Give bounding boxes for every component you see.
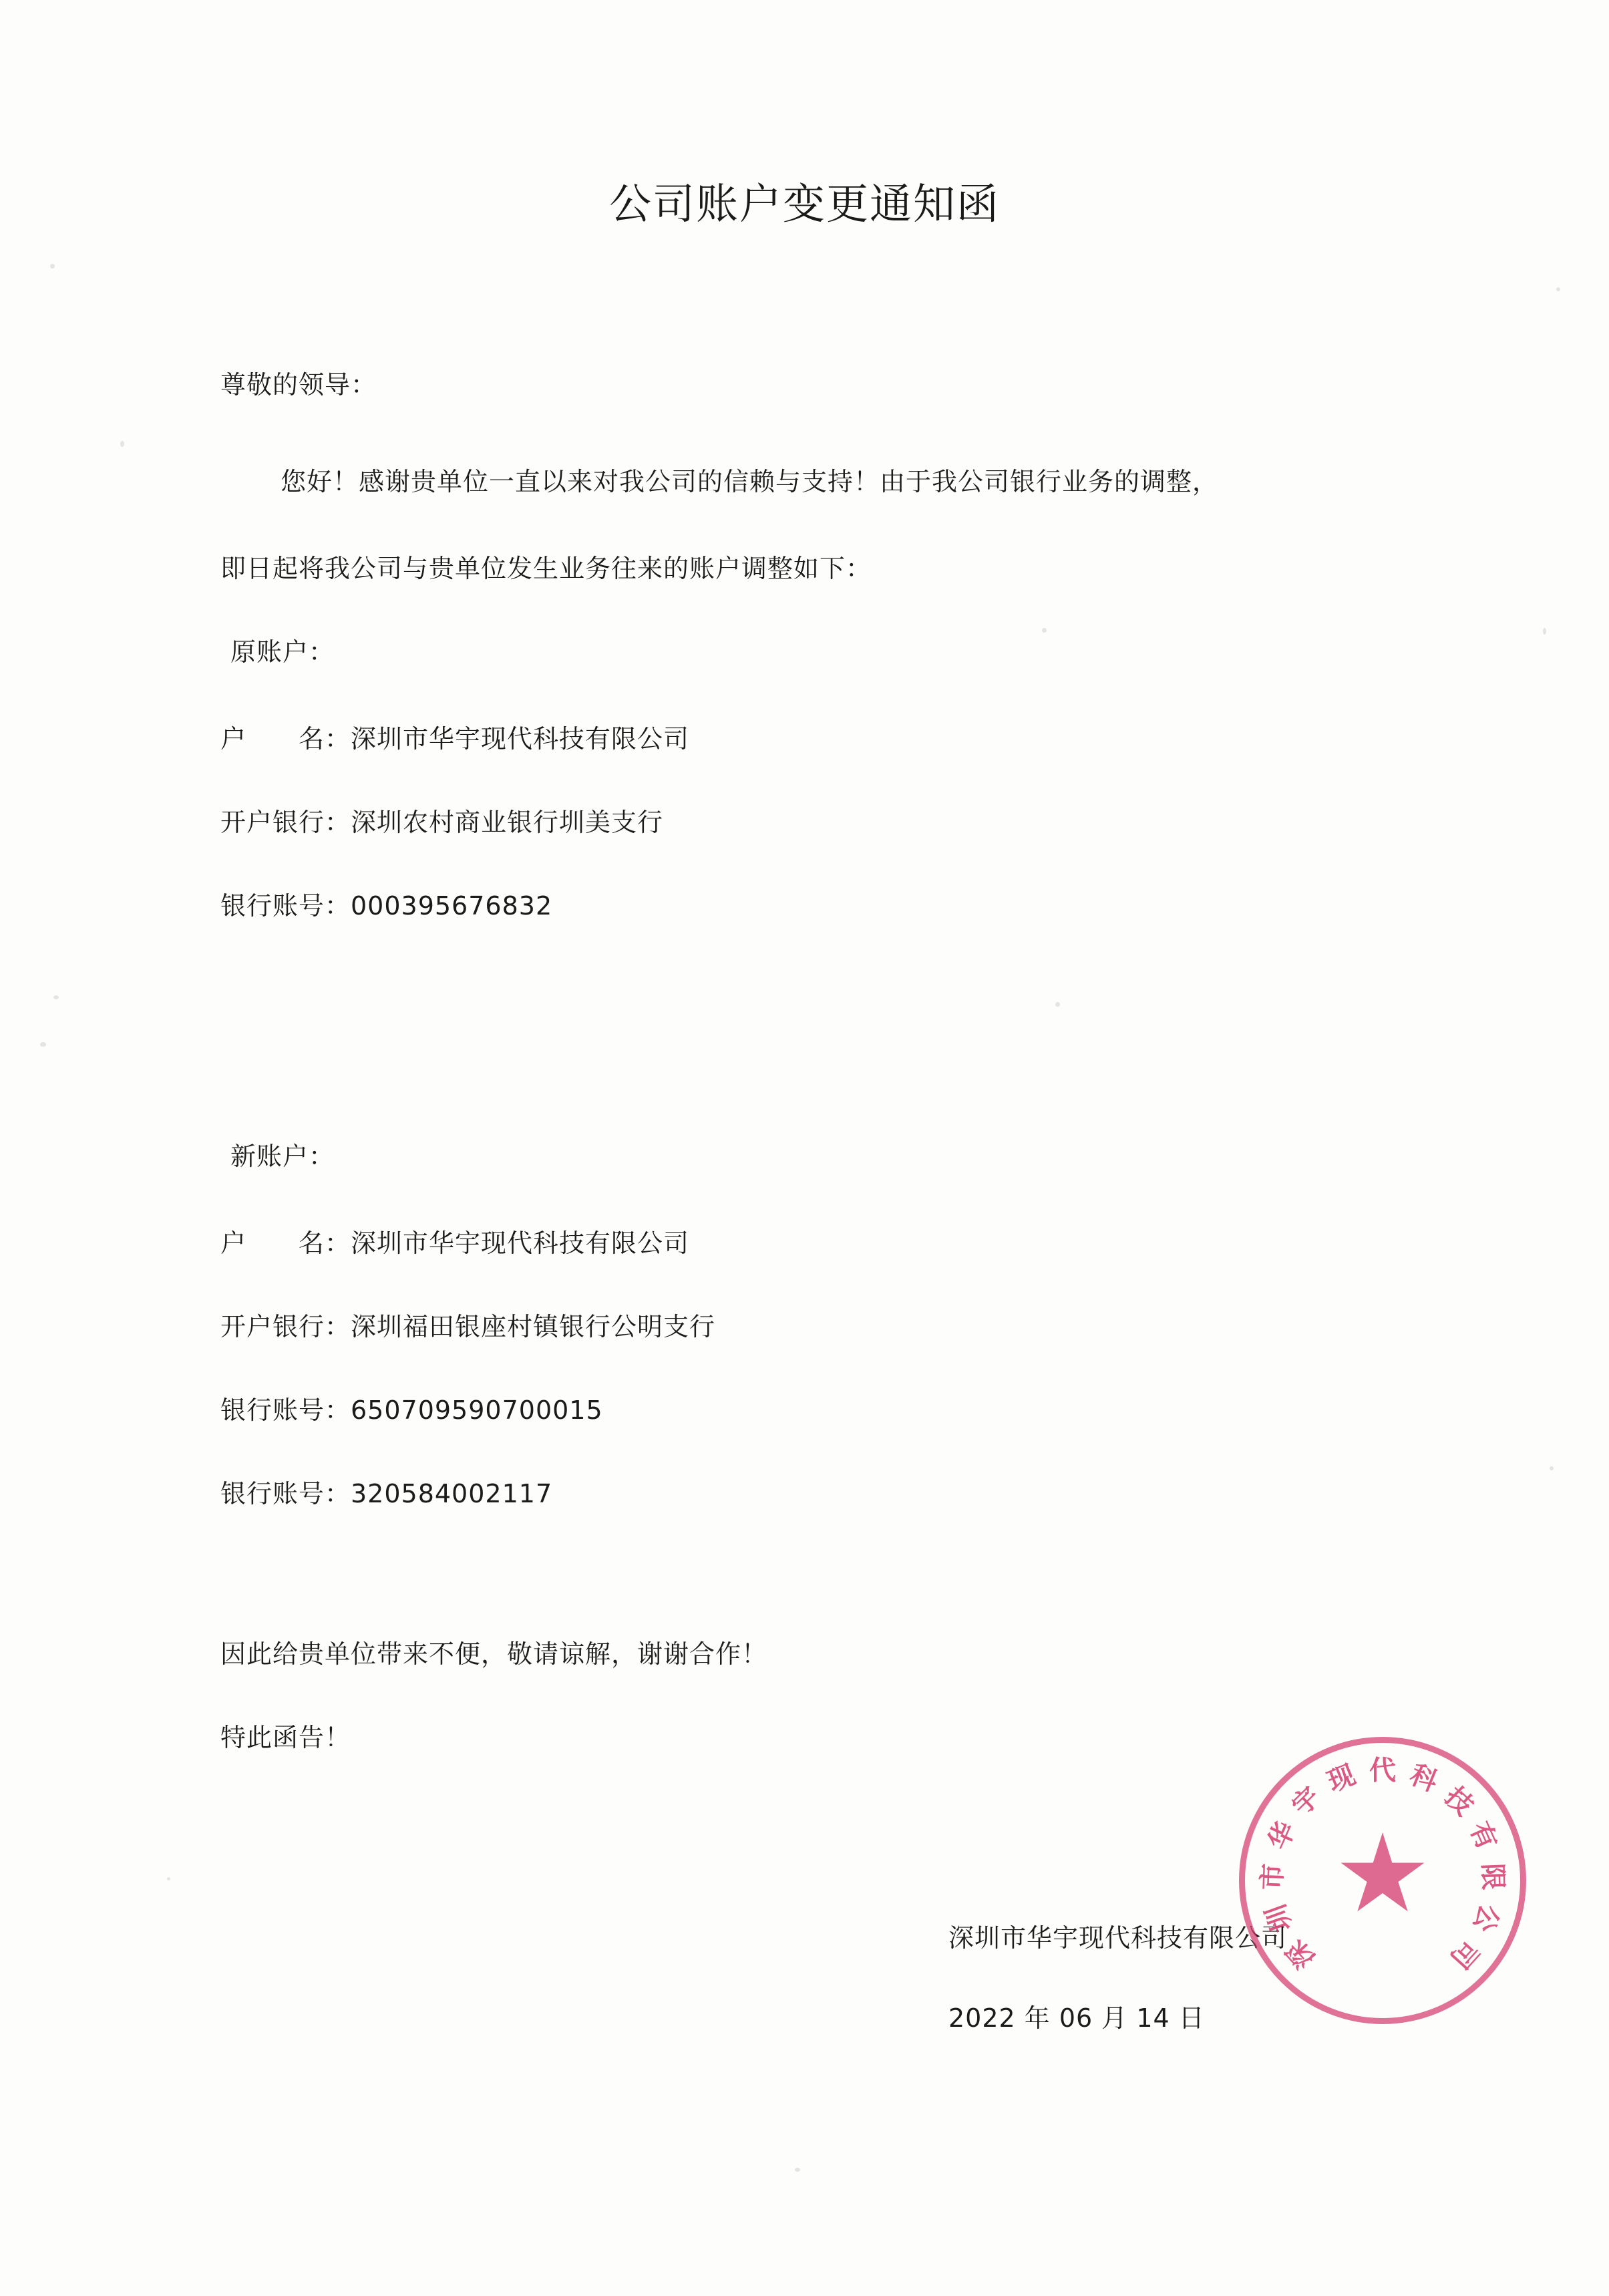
page-title: 公司账户变更通知函	[609, 180, 1000, 228]
seal-char: 深	[1280, 1933, 1322, 1975]
old-account-number: 银行账号：000395676832	[220, 891, 553, 921]
seal-char: 公	[1467, 1900, 1505, 1936]
new-account-bank: 开户银行：深圳福田银座村镇银行公明支行	[220, 1312, 716, 1341]
closing-line-1: 因此给贵单位带来不便，敬请谅解，谢谢合作！	[220, 1639, 768, 1669]
scan-speckle	[1055, 1002, 1060, 1007]
scan-speckle	[1543, 628, 1546, 635]
scan-speckle	[167, 1877, 170, 1880]
scan-speckle	[120, 441, 124, 447]
new-account-heading: 新账户：	[230, 1142, 335, 1171]
seal-char: 现	[1323, 1759, 1360, 1798]
seal-char: 有	[1463, 1817, 1503, 1854]
seal-char: 技	[1438, 1781, 1479, 1822]
scan-speckle	[1556, 287, 1560, 291]
new-account-name: 户 名：深圳市华宇现代科技有限公司	[220, 1228, 690, 1258]
seal-char: 科	[1405, 1759, 1442, 1798]
scan-speckle	[40, 1042, 46, 1047]
scan-speckle	[1042, 628, 1047, 633]
seal-char: 代	[1369, 1755, 1396, 1786]
scan-speckle	[50, 264, 55, 269]
new-account-number-2: 银行账号：320584002117	[220, 1479, 553, 1508]
new-account-number-1: 银行账号：650709590700015	[220, 1396, 603, 1425]
signature-company: 深圳市华宇现代科技有限公司	[948, 1923, 1288, 1953]
signature-date: 2022 年 06 月 14 日	[948, 2003, 1205, 2033]
company-seal-stamp	[1239, 1737, 1526, 2024]
salutation: 尊敬的领导：	[220, 370, 377, 399]
old-account-name: 户 名：深圳市华宇现代科技有限公司	[220, 724, 690, 754]
closing-line-2: 特此函告！	[220, 1723, 351, 1752]
seal-char: 市	[1256, 1862, 1289, 1891]
seal-char: 华	[1262, 1817, 1302, 1854]
scan-speckle	[53, 995, 59, 999]
seal-char: 限	[1476, 1862, 1509, 1891]
old-account-bank: 开户银行：深圳农村商业银行圳美支行	[220, 808, 664, 837]
seal-char: 圳	[1260, 1900, 1298, 1936]
paragraph-1: 您好！感谢贵单位一直以来对我公司的信赖与支持！由于我公司银行业务的调整，	[281, 467, 1219, 496]
scan-speckle	[1550, 1466, 1554, 1470]
paragraph-2: 即日起将我公司与贵单位发生业务往来的账户调整如下：	[220, 554, 872, 583]
old-account-heading: 原账户：	[230, 637, 335, 667]
seal-arc-text	[1239, 1737, 1526, 2024]
seal-char: 司	[1443, 1933, 1485, 1975]
seal-char: 宇	[1286, 1781, 1327, 1822]
scan-speckle	[795, 2168, 800, 2172]
